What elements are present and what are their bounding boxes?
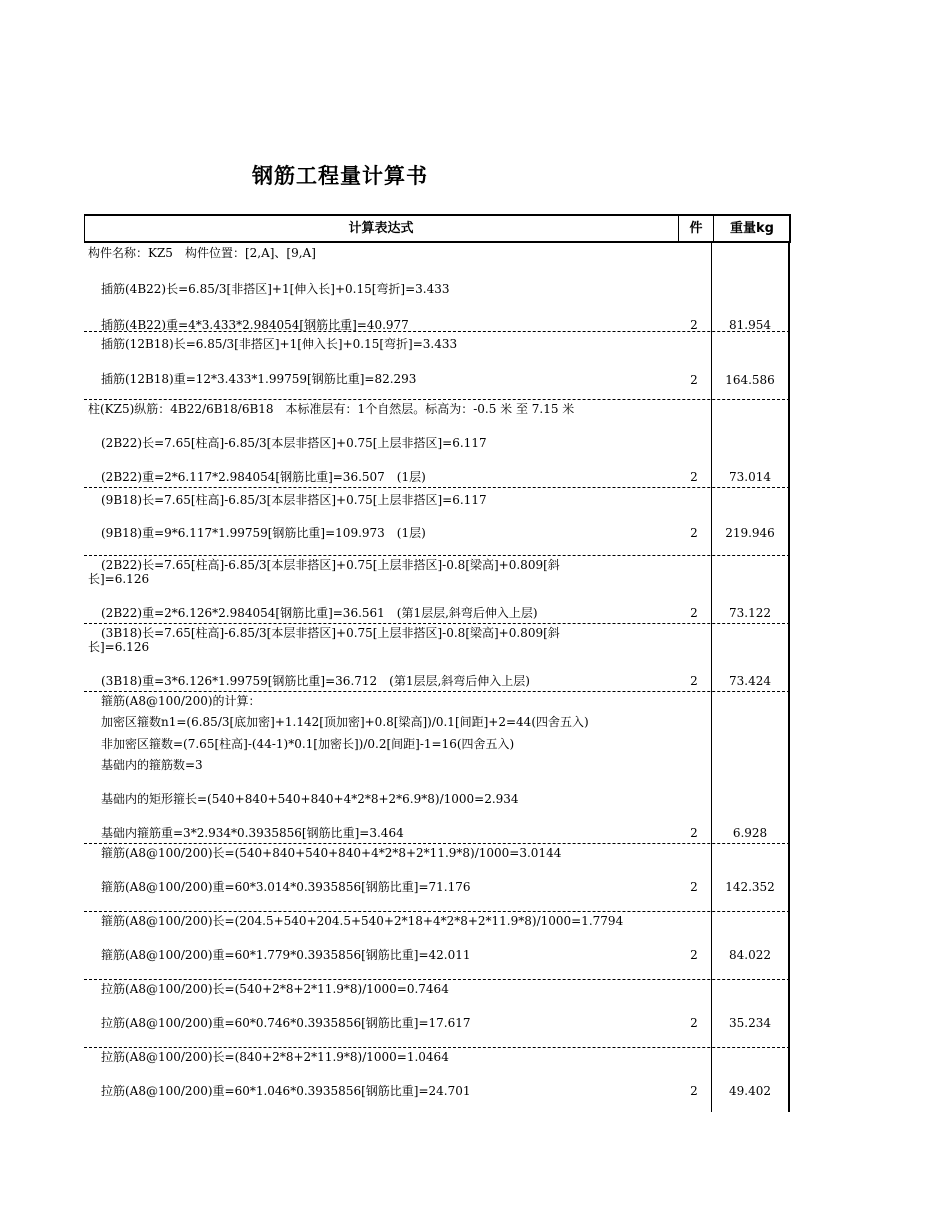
expression-line: 插筋(4B22)重=4*3.433*2.984054[钢筋比重]=40.977 <box>101 318 409 332</box>
weight-cell: 49.402 <box>729 1084 771 1098</box>
count-cell: 2 <box>690 1016 698 1030</box>
count-cell: 2 <box>690 826 698 840</box>
weight-cell: 84.022 <box>729 948 771 962</box>
header-count: 件 <box>678 216 713 241</box>
table-row <box>84 331 790 400</box>
expression-line: 长]=6.126 <box>88 640 150 654</box>
count-cell: 2 <box>690 948 698 962</box>
table-row <box>84 487 790 556</box>
expression-line: (3B18)重=3*6.126*1.99759[钢筋比重]=36.712 (第1层层,斜弯后伸入上层) <box>101 674 530 688</box>
expression-line: 箍筋(A8@100/200)长=(540+840+540+840+4*2*8+2*11.9*8)/1000=3.0144 <box>101 846 562 860</box>
weight-cell: 81.954 <box>729 318 771 332</box>
table-header <box>84 214 791 243</box>
expression-line: 加密区箍数n1=(6.85/3[底加密]+1.142[顶加密]+0.8[梁高])/0.1[间距]+2=44(四舍五入) <box>101 715 589 729</box>
weight-cell: 142.352 <box>725 880 775 894</box>
expression-line: (3B18)长=7.65[柱高]-6.85/3[本层非搭区]+0.75[上层非搭区]-0.8[梁高]+0.809[斜 <box>101 626 560 640</box>
expression-line: 箍筋(A8@100/200)重=60*1.779*0.3935856[钢筋比重]=42.011 <box>101 948 471 962</box>
expression-line: (9B18)长=7.65[柱高]-6.85/3[本层非搭区]+0.75[上层非搭区]=6.117 <box>101 493 487 507</box>
expression-line: 插筋(4B22)长=6.85/3[非搭区]+1[伸入长]+0.15[弯折]=3.433 <box>101 282 450 296</box>
expression-line: 插筋(12B18)重=12*3.433*1.99759[钢筋比重]=82.293 <box>101 372 417 386</box>
calculation-table <box>84 214 790 1112</box>
expression-line: 柱(KZ5)纵筋：4B22/6B18/6B18 本标准层有：1个自然层。标高为：-0.5 米 至 7.15 米 <box>88 402 575 416</box>
weight-cell: 35.234 <box>729 1016 771 1030</box>
expression-line: 拉筋(A8@100/200)重=60*0.746*0.3935856[钢筋比重]=17.617 <box>101 1016 471 1030</box>
expression-line: (2B22)重=2*6.117*2.984054[钢筋比重]=36.507 (1层) <box>101 470 426 484</box>
count-cell: 2 <box>690 674 698 688</box>
table-row <box>84 555 790 624</box>
table-row <box>84 979 790 1048</box>
expression-line: 箍筋(A8@100/200)的计算： <box>101 694 261 708</box>
expression-line: (2B22)长=7.65[柱高]-6.85/3[本层非搭区]+0.75[上层非搭区]=6.117 <box>101 436 487 450</box>
expression-line: 拉筋(A8@100/200)长=(540+2*8+2*11.9*8)/1000=0.7464 <box>101 982 449 996</box>
expression-line: 基础内的箍筋数=3 <box>101 758 203 772</box>
header-expression: 计算表达式 <box>348 221 414 236</box>
expression-line: 插筋(12B18)长=6.85/3[非搭区]+1[伸入长]+0.15[弯折]=3.433 <box>101 337 458 351</box>
weight-cell: 219.946 <box>725 526 775 540</box>
table-row <box>84 843 790 912</box>
weight-cell: 73.424 <box>729 674 771 688</box>
expression-line: 基础内箍筋重=3*2.934*0.3935856[钢筋比重]=3.464 <box>101 826 404 840</box>
table-row <box>84 243 790 332</box>
table-row <box>84 399 790 488</box>
table-row <box>84 623 790 692</box>
count-cell: 2 <box>690 526 698 540</box>
expression-line: 长]=6.126 <box>88 572 150 586</box>
weight-cell: 73.122 <box>729 606 771 620</box>
expression-line: (2B22)长=7.65[柱高]-6.85/3[本层非搭区]+0.75[上层非搭区]-0.8[梁高]+0.809[斜 <box>101 558 560 572</box>
expression-line: 非加密区箍数=(7.65[柱高]-(44-1)*0.1[加密长])/0.2[间距]-1=16(四舍五入) <box>101 737 515 751</box>
weight-cell: 6.928 <box>732 826 768 840</box>
weight-cell: 164.586 <box>725 373 775 387</box>
count-cell: 2 <box>690 373 698 387</box>
table-row <box>84 691 790 844</box>
expression-line: (9B18)重=9*6.117*1.99759[钢筋比重]=109.973 (1层) <box>101 526 426 540</box>
expression-line: 构件名称：KZ5 构件位置：[2,A]、[9,A] <box>88 246 316 260</box>
expression-line: 箍筋(A8@100/200)重=60*3.014*0.3935856[钢筋比重]=71.176 <box>101 880 471 894</box>
table-row <box>84 1047 790 1112</box>
expression-line: 箍筋(A8@100/200)长=(204.5+540+204.5+540+2*18+4*2*8+2*11.9*8)/1000=1.7794 <box>101 914 624 928</box>
page-title: 钢筋工程量计算书 <box>252 164 428 188</box>
count-cell: 2 <box>690 880 698 894</box>
count-cell: 2 <box>690 1084 698 1098</box>
expression-line: 基础内的矩形箍长=(540+840+540+840+4*2*8+2*6.9*8)/1000=2.934 <box>101 792 519 806</box>
count-cell: 2 <box>690 318 698 332</box>
expression-line: (2B22)重=2*6.126*2.984054[钢筋比重]=36.561 (第1层层,斜弯后伸入上层) <box>101 606 538 620</box>
header-weight: 重量kg <box>713 216 790 241</box>
count-cell: 2 <box>690 606 698 620</box>
expression-line: 拉筋(A8@100/200)重=60*1.046*0.3935856[钢筋比重]=24.701 <box>101 1084 471 1098</box>
expression-line: 拉筋(A8@100/200)长=(840+2*8+2*11.9*8)/1000=1.0464 <box>101 1050 449 1064</box>
weight-cell: 73.014 <box>729 470 771 484</box>
count-cell: 2 <box>690 470 698 484</box>
table-row <box>84 911 790 980</box>
